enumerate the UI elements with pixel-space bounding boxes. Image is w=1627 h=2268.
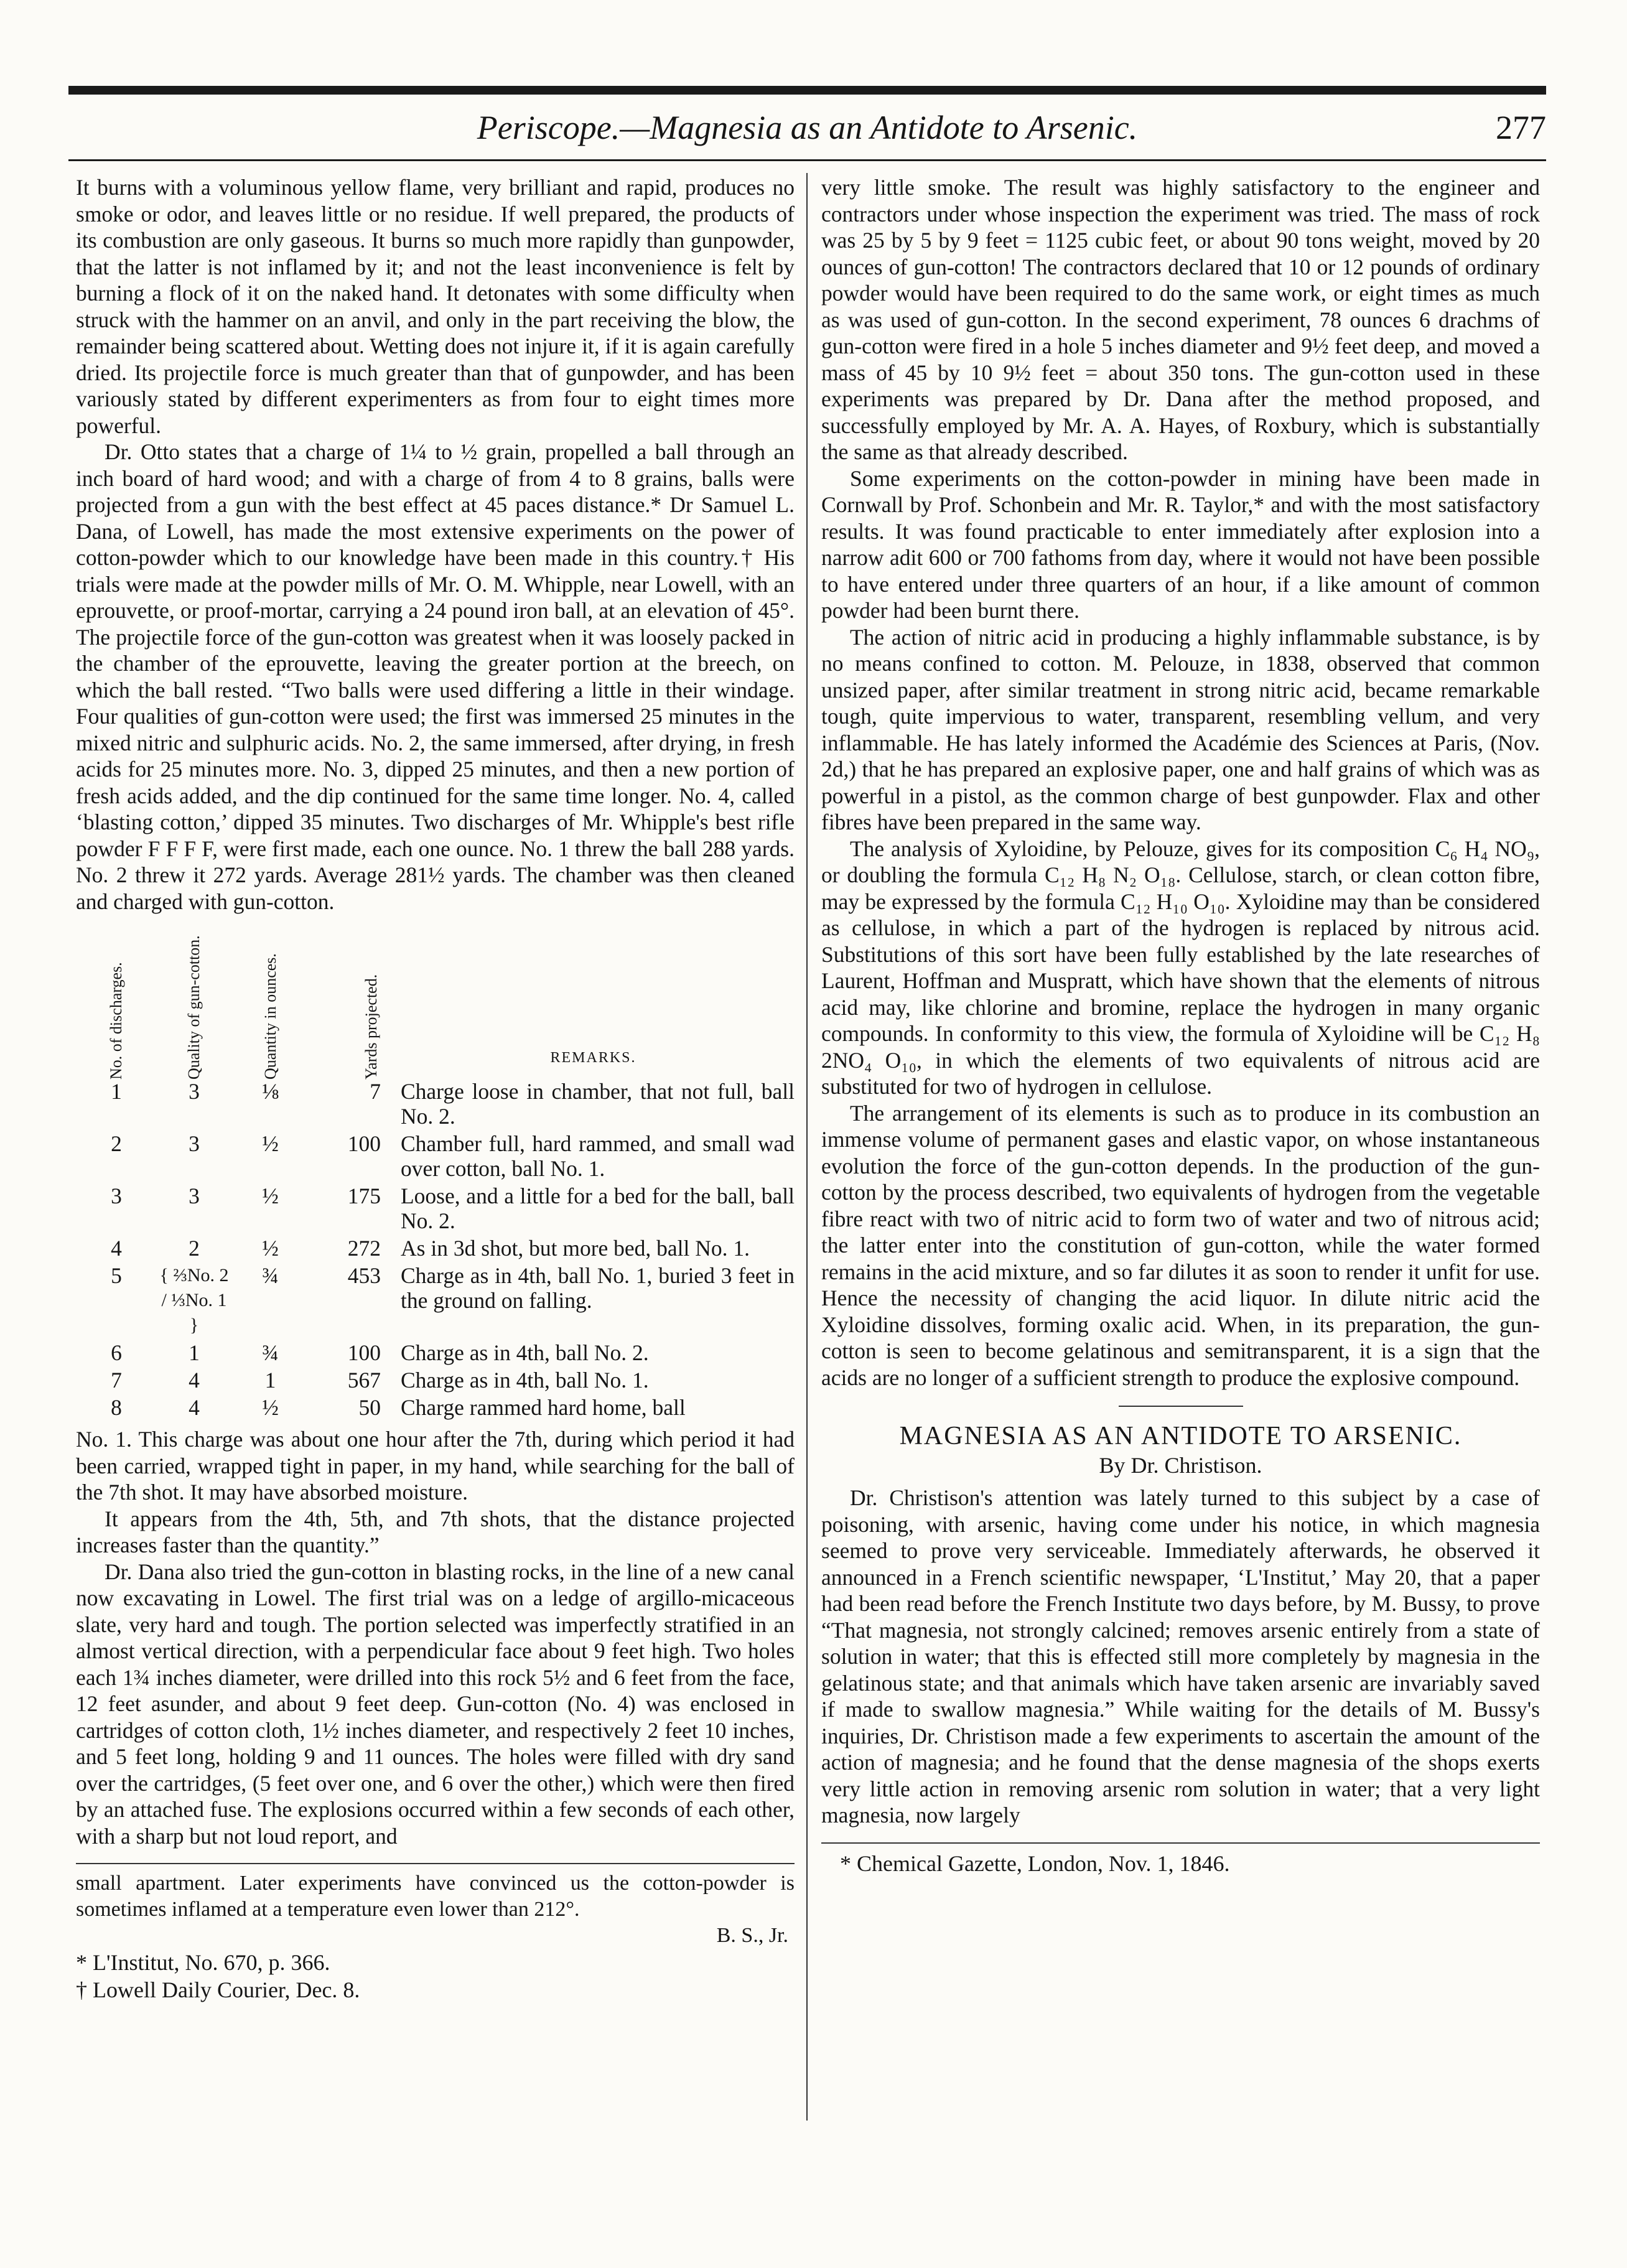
cell-remarks: Charge as in 4th, ball No. 1, buried 3 feet in the ground on falling. [401,1263,795,1313]
top-rule [68,86,1546,95]
cell-remarks: Charge as in 4th, ball No. 2. [401,1340,649,1365]
cell-yards: 567 [347,1368,381,1393]
cell-quantity: ⅛ [262,1079,279,1104]
paragraph: It burns with a voluminous yellow flame, very brilliant and rapid, produces no smoke or odor, and leaves little or no residue. If well prepared, the products of its combustion are only gaseous. It burns so much more rapidly than gunpowder, that the latter is not inflamed by it; and not the least inconvenience is felt by burning a flock of it on the naked hand. It detonates with some difficulty when struck with the hammer on an anvil, and only in the part receiving the blow, the remainder being scattered about. Wetting does not injure it, if it is again carefully dried. Its projectile force is much greater than that of gunpowder, and has been variously stated by different experimenters as from four to eight times more powerful. [76,175,795,438]
cell-quantity: ½ [262,1183,279,1208]
cell-yards: 175 [347,1183,381,1208]
header-quantity: Quantity in ounces. [261,953,279,1080]
paragraph: It appears from the 4th, 5th, and 7th shots, that the distance projected increases faster than the quantity.” [76,1506,795,1557]
table-row [76,1340,795,1368]
cell-no: 8 [111,1395,122,1420]
page-number: 277 [1496,109,1546,146]
cell-yards: 100 [347,1131,381,1156]
page-header [68,103,1546,159]
running-title: Periscope.—Magnesia as an Antidote to Arsenic. [477,109,1138,146]
cell-quantity: ¾ [262,1263,279,1288]
section-rule [1119,1406,1243,1407]
footnote-block [76,1870,795,2004]
cell-no: 2 [111,1131,122,1156]
footnote-rule [76,1863,795,1864]
table-row [76,1263,795,1340]
table-row [76,1368,795,1395]
section-title: MAGNESIA AS AN ANTIDOTE TO ARSENIC. [899,1422,1462,1450]
table-row [76,1079,795,1131]
cell-quality: 3 [189,1131,200,1156]
cell-remarks: Charge loose in chamber, that not full, ball No. 2. [401,1079,795,1129]
column-divider [806,173,808,2121]
discharge-table [76,923,795,1422]
cell-quality: 3 [189,1079,200,1104]
cell-yards: 100 [347,1340,381,1365]
header-rule [68,159,1546,161]
cell-quantity: ¾ [262,1340,279,1365]
byline: By Dr. Christison. [1099,1452,1262,1478]
footnote: † Lowell Daily Courier, Dec. 8. [76,1977,360,2002]
cell-no: 5 [111,1263,122,1288]
header-yards: Yards projected. [362,974,380,1080]
paragraph: Dr. Christison's attention was lately turned to this subject by a case of poisoning, with arsenic, having come under his notice, in which magnesia seemed to prove very serviceable. Immediately afterwards, he observed it announced in a French scientific newspaper, ‘L'Institut,’ May 20, that a paper had been read before the French Institute two days before, by M. Bussy, to prove “That magnesia, not strongly calcined; removes arsenic entirely from a state of solution in water; that this is effected still more completely by magnesia in the gelatinous state; and that animals which have taken arsenic are invariably saved if made to swallow magnesia.” While waiting for the details of M. Bussy's inquiries, Dr. Christison made a few experiments to ascertain the amount of the action of magnesia; and he found that the dense magnesia of the shops exerts very little action in removing arsenic rom solution in water; that a very light magnesia, now largely [821,1485,1540,1827]
paragraph: The arrangement of its elements is such as to produce in its combustion an immense volume of permanent gases and elastic vapor, on whose instantaneous evolution the force of the gun-cotton depends. In the production of the gun-cotton by the process described, two equivalents of hydrogen from the vegetable fibre react with two of nitric acid to form two of water and two of nitrous acid; the latter enter into the constitution of gun-cotton, while the water formed remains in the acid mixture, and so far dilutes it as soon to render it unfit for use. Hence the necessity of changing the acid liquor. In dilute nitric acid the Xyloidine dissolves, forming oxalic acid. When, in its preparation, the gun-cotton is seen to become gelatinous and semitransparent, it is a sign that the acids are no longer of a sufficient strength to produce the explosive compound. [821,1100,1540,1390]
cell-remarks: Charge as in 4th, ball No. 1. [401,1368,649,1393]
cell-no: 6 [111,1340,122,1365]
header-remarks: REMARKS. [550,1050,636,1066]
cell-yards: 7 [370,1079,381,1104]
paragraph: No. 1. This charge was about one hour after the 7th, during which period it had been carried, wrapped tight in paper, in my hand, while searching for the ball of the 7th shot. It may have absorbed moisture. [76,1427,795,1505]
cell-yards: 272 [347,1236,381,1261]
cell-quantity: 1 [264,1368,276,1393]
cell-quality: 4 [189,1368,200,1393]
cell-yards: 50 [358,1395,381,1420]
cell-no: 1 [111,1079,122,1104]
cell-no: 7 [111,1368,122,1393]
cell-quality: 1 [189,1340,200,1365]
cell-remarks: As in 3d shot, but more bed, ball No. 1. [401,1236,750,1261]
cell-remarks: Chamber full, hard rammed, and small wad over cotton, ball No. 1. [401,1131,795,1181]
table-row [76,1236,795,1263]
table-row [76,1183,795,1236]
footnote-signature: B. S., Jr. [716,1924,788,1947]
footnote: * L'Institut, No. 670, p. 366. [76,1950,330,1975]
header-no: No. of discharges. [107,962,125,1080]
cell-remarks: Loose, and a little for a bed for the ball, ball No. 2. [401,1183,795,1233]
cell-yards: 453 [347,1263,381,1288]
cell-quantity: ½ [262,1236,279,1261]
paragraph: The analysis of Xyloidine, by Pelouze, gives for its composition C₆ H₄ NO₉, or doubling the formula C₁₂ H₈ N₂ O₁₈. Cellulose, starch, or clean cotton fibre, may be expressed by the formula C₁₂ H₁₀ O₁₀. Xyloidine may than be considered as cellulose, in which a part of the hydrogen is replaced by nitrous acid. Substitutions of this sort have been fully established by the late researches of Laurent, Hoffman and Muspratt, which have shown that the elements of nitrous acid may, like chlorine and bromine, replace the hydrogen in many organic compounds. In conformity to this view, the formula of Xyloidine will be C₁₂ H₈ 2NO₄ O₁₀, in which the elements of two equivalents of nitrous acid are substituted for two of hydrogen in cellulose. [821,836,1540,1099]
table-row [76,1131,795,1183]
table-header-row [76,923,795,1079]
cell-quantity: ½ [262,1395,279,1420]
cell-no: 3 [111,1183,122,1208]
footnote-rule [821,1842,1540,1844]
cell-quantity: ½ [262,1131,279,1156]
paragraph: Some experiments on the cotton-powder in mining have been made in Cornwall by Prof. Schonbein and Mr. R. Taylor,* and with the most satisfactory results. It was found practicable to enter immediately after explosion into a narrow adit 600 or 700 fathoms from day, where it would not have been possible to have entered under three quarters of an hour, if a like amount of common powder had been burnt there. [821,465,1540,623]
cell-quality: 2 [189,1236,200,1261]
right-column [821,174,1540,1877]
cell-quality: { ⅔No. 2 / ⅓No. 1 } [159,1265,229,1335]
cell-remarks: Charge rammed hard home, ball [401,1395,686,1420]
cell-quality: 4 [189,1395,200,1420]
cell-quality: 3 [189,1183,200,1208]
header-quality: Quality of gun-cotton. [185,935,203,1080]
table-row [76,1395,795,1422]
footnote: * Chemical Gazette, London, Nov. 1, 1846. [840,1850,1230,1876]
paragraph: very little smoke. The result was highly satisfactory to the engineer and contractors under whose inspection the experiment was tried. The mass of rock was 25 by 5 by 9 feet = 1125 cubic feet, or about 90 tons weight, moved by 20 ounces of gun-cotton! The contractors declared that 10 or 12 pounds of ordinary powder would have been required to do the same work, or eight times as much as was used of gun-cotton. In the second experiment, 78 ounces 6 drachms of gun-cotton were fired in a hole 5 inches diameter and 9½ feet deep, and moved a mass of 45 by 10 9½ feet = about 350 tons. The gun-cotton used in these experiments was prepared by Dr. Dana after the method proposed, and successfully employed by Mr. A. A. Hayes, of Roxbury, which is substantially the same as that already described. [821,175,1540,464]
left-column [76,174,795,2004]
cell-no: 4 [111,1236,122,1261]
paragraph: The action of nitric acid in producing a highly inflammable substance, is by no means confined to cotton. M. Pelouze, in 1838, observed that common unsized paper, after similar treatment in strong nitric acid, became remarkable tough, quite impervious to water, transparent, resembling vellum, and very inflammable. He has lately informed the Académie des Sciences at Paris, (Nov. 2d,) that he has prepared an explosive paper, one and half grains of which was as powerful in a pistol, as the common charge of best gunpowder. Flax and other fibres have been prepared in the same way. [821,624,1540,834]
paragraph: Dr. Dana also tried the gun-cotton in blasting rocks, in the line of a new canal now excavating in Lowel. The first trial was on a ledge of argillo-micaceous slate, very hard and tough. The portion selected was imperfectly stratified in an almost vertical direction, with a perpendicular face about 9 feet high. Two holes each 1¾ inches diameter, were drilled into this rock 5½ and 6 feet from the face, 12 feet asunder, and about 9 feet deep. Gun-cotton (No. 4) was enclosed in cartridges of cotton cloth, 1½ inches diameter, and respectively 2 feet 10 inches, and 5 feet long, holding 9 and 11 ounces. The holes were filled with dry sand over the cartridges, (5 feet over one, and 6 over the other,) which were then fired by an attached fuse. The explosions occurred within a few seconds of each other, with a sharp but not loud report, and [76,1559,795,1849]
paragraph: Dr. Otto states that a charge of 1¼ to ½ grain, propelled a ball through an inch board of hard wood; and with a charge of from 4 to 8 grains, balls were projected from a gun with the best effect at 45 paces distance.* Dr Samuel L. Dana, of Lowell, has made the most extensive experiments on the power of cotton-powder which to our knowledge have been made in this country.† His trials were made at the powder mills of Mr. O. M. Whipple, near Lowell, with an eprouvette, or proof-mortar, carrying a 24 pound iron ball, at an elevation of 45°. The projectile force of the gun-cotton was greatest when it was loosely packed in the chamber of the eprouvette, leaving the greater portion at the breech, on which the ball rested. “Two balls were used differing a little in their windage. Four qualities of gun-cotton were used; the first was immersed 25 minutes in the mixed nitric and sulphuric acids. No. 2, the same immersed, after drying, in fresh acids for 25 minutes more. No. 3, dipped 25 minutes, and then a new portion of fresh acids added, and the dip continued for the same time longer. No. 4, called ‘blasting cotton,’ dipped 35 minutes. Two discharges of Mr. Whipple's best rifle powder F F F F, were first made, each one ounce. No. 1 threw the ball 288 yards. No. 2 threw it 272 yards. Average 281½ yards. The chamber was then cleaned and charged with gun-cotton. [76,439,795,914]
footnote-continuation: small apartment. Later experiments have convinced us the cotton-powder is sometimes inflamed at a temperature even lower than 212°. [76,1872,795,1921]
